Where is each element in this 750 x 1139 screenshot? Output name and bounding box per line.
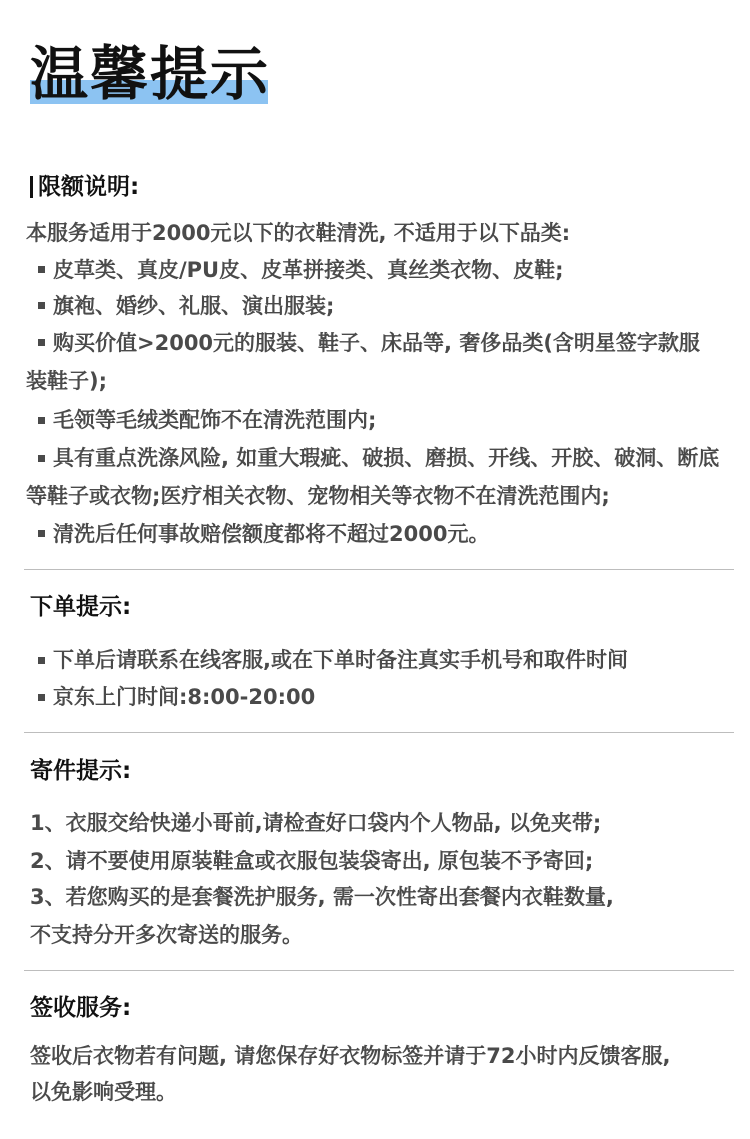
limits-heading: 限额说明: xyxy=(38,174,140,200)
shipping-heading: 寄件提示: xyxy=(30,758,132,784)
bullet-icon xyxy=(38,657,45,664)
limits-item-3: 购买价值>2000元的服装、鞋子、床品等, 奢侈品类(含明星签字款服 xyxy=(53,331,700,355)
limits-item-2: 旗袍、婚纱、礼服、演出服装; xyxy=(53,294,335,318)
limits-item-1: 皮草类、真皮/PU皮、皮革拼接类、真丝类衣物、皮鞋; xyxy=(53,258,564,282)
shipping-item-2: 2、请不要使用原装鞋盒或衣服包装袋寄出, 原包装不予寄回; xyxy=(30,849,594,873)
bullet-icon xyxy=(38,694,45,701)
bullet-icon xyxy=(38,302,45,309)
shipping-item-3-cont: 不支持分开多次寄送的服务。 xyxy=(30,923,303,947)
receipt-heading: 签收服务: xyxy=(30,995,132,1021)
receipt-item-1-cont: 以免影响受理。 xyxy=(30,1080,177,1104)
order-heading: 下单提示: xyxy=(30,594,132,620)
bullet-icon xyxy=(38,417,45,424)
limits-intro: 本服务适用于2000元以下的衣鞋清洗, 不适用于以下品类: xyxy=(26,221,571,245)
bullet-icon xyxy=(38,455,45,462)
limits-item-4: 毛领等毛绒类配饰不在清洗范围内; xyxy=(53,408,377,432)
limits-item-5: 具有重点洗涤风险, 如重大瑕疵、破损、磨损、开线、开胶、破洞、断底 xyxy=(53,446,720,470)
page-title: 温馨提示 xyxy=(30,40,271,108)
bullet-icon xyxy=(38,339,45,346)
limits-item-5-cont: 等鞋子或衣物;医疗相关衣物、宠物相关等衣物不在清洗范围内; xyxy=(26,484,610,508)
receipt-item-1: 签收后衣物若有问题, 请您保存好衣物标签并请于72小时内反馈客服, xyxy=(30,1044,671,1068)
limits-item-6: 清洗后任何事故赔偿额度都将不超过2000元。 xyxy=(53,522,490,546)
divider xyxy=(24,569,734,570)
divider xyxy=(24,970,734,971)
bullet-icon xyxy=(38,530,45,537)
order-item-2: 京东上门时间:8:00-20:00 xyxy=(53,685,316,709)
shipping-item-3: 3、若您购买的是套餐洗护服务, 需一次性寄出套餐内衣鞋数量, xyxy=(30,885,614,909)
bullet-icon xyxy=(38,266,45,273)
limits-item-3-cont: 装鞋子); xyxy=(26,369,107,393)
divider xyxy=(24,732,734,733)
title-block xyxy=(30,38,270,118)
shipping-item-1: 1、衣服交给快递小哥前,请检查好口袋内个人物品, 以免夹带; xyxy=(30,811,602,835)
order-item-1: 下单后请联系在线客服,或在下单时备注真实手机号和取件时间 xyxy=(53,648,628,672)
limits-heading-bar xyxy=(30,176,33,198)
